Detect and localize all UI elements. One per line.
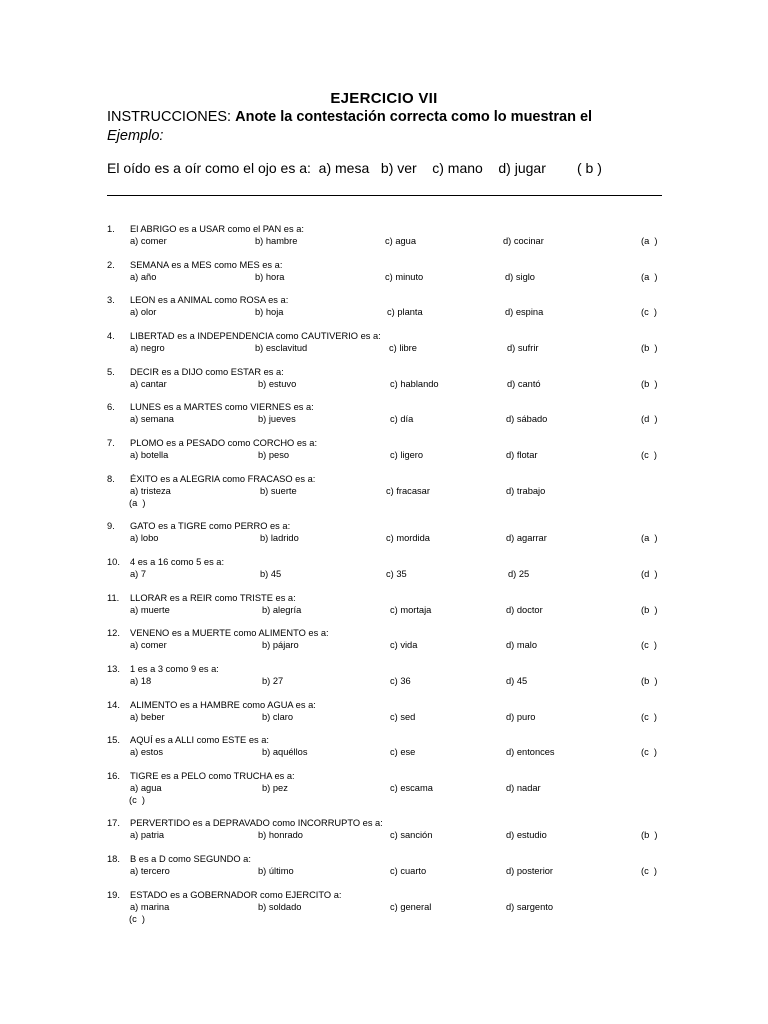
instructions [107, 108, 667, 146]
option-d: d) siglo [505, 272, 535, 282]
option-d: d) sufrir [507, 343, 539, 353]
option-a: a) cantar [130, 379, 167, 389]
question-stem: PERVERTIDO es a DEPRAVADO como INCORRUPTO es a: [130, 818, 383, 828]
option-d: d) trabajo [506, 486, 546, 496]
answer: (c ) [641, 747, 658, 757]
question-stem: ÉXITO es a ALEGRIA como FRACASO es a: [130, 474, 316, 484]
answer: (c ) [129, 914, 146, 924]
option-b: b) hora [255, 272, 285, 282]
option-d: d) 45 [506, 676, 528, 686]
question-number: 13. [107, 664, 120, 674]
answer: (c ) [641, 640, 658, 650]
option-c: c) vida [390, 640, 418, 650]
option-c: c) día [390, 414, 414, 424]
option-d: d) estudio [506, 830, 547, 840]
option-c: c) sanción [390, 830, 433, 840]
question-number: 19. [107, 890, 120, 900]
question-stem: LUNES es a MARTES como VIERNES es a: [130, 402, 314, 412]
question-number: 10. [107, 557, 120, 567]
question-stem: VENENO es a MUERTE como ALIMENTO es a: [130, 628, 329, 638]
option-a: a) año [130, 272, 157, 282]
question-stem: LIBERTAD es a INDEPENDENCIA como CAUTIVERIO es a: [130, 331, 381, 341]
answer: (c ) [129, 795, 146, 805]
question-number: 6. [107, 402, 115, 412]
option-c: c) general [390, 902, 432, 912]
option-a: a) agua [130, 783, 162, 793]
option-a: a) beber [130, 712, 165, 722]
option-a: a) estos [130, 747, 164, 757]
option-b: b) estuvo [258, 379, 297, 389]
question-stem: GATO es a TIGRE como PERRO es a: [130, 521, 291, 531]
question-number: 16. [107, 771, 120, 781]
option-d: d) sábado [506, 414, 548, 424]
option-b: b) jueves [258, 414, 296, 424]
instructions-label: INSTRUCCIONES: [107, 109, 232, 125]
example-heading: Ejemplo: [107, 128, 164, 144]
question-number: 8. [107, 474, 115, 484]
option-b: b) pez [262, 783, 288, 793]
instructions-text: Anote la contestación correcta como lo muestran el [235, 109, 593, 125]
question-stem: PLOMO es a PESADO como CORCHO es a: [130, 438, 318, 448]
option-a: a) olor [130, 307, 157, 317]
option-a: a) patria [130, 830, 165, 840]
option-a: a) 18 [130, 676, 152, 686]
question-stem: DECIR es a DIJO como ESTAR es a: [130, 367, 284, 377]
answer: (b ) [641, 676, 658, 686]
option-c: c) mortaja [390, 605, 432, 615]
option-b: b) ladrido [260, 533, 299, 543]
option-b: b) hoja [255, 307, 284, 317]
answer: (d ) [641, 414, 658, 424]
option-b: b) pájaro [262, 640, 299, 650]
question-number: 9. [107, 521, 115, 531]
option-b: b) aquéllos [262, 747, 308, 757]
option-b: b) hambre [255, 236, 298, 246]
question-number: 15. [107, 735, 120, 745]
option-d: d) entonces [506, 747, 555, 757]
answer: (c ) [641, 866, 658, 876]
question-number: 2. [107, 260, 115, 270]
option-b: b) esclavitud [255, 343, 308, 353]
answer: (c ) [641, 307, 658, 317]
option-a: a) lobo [130, 533, 159, 543]
option-b: b) alegría [262, 605, 302, 615]
answer: (a ) [641, 236, 658, 246]
option-c: c) sed [390, 712, 416, 722]
question-stem: B es a D como SEGUNDO a: [130, 854, 251, 864]
option-c: c) ese [390, 747, 416, 757]
option-c: c) agua [385, 236, 417, 246]
option-c: c) ligero [390, 450, 424, 460]
option-d: d) sargento [506, 902, 554, 912]
answer: (c ) [641, 712, 658, 722]
question-number: 4. [107, 331, 115, 341]
question-stem: TIGRE es a PELO como TRUCHA es a: [130, 771, 295, 781]
option-d: d) espina [505, 307, 544, 317]
question-number: 14. [107, 700, 120, 710]
question-number: 12. [107, 628, 120, 638]
question-number: 11. [107, 593, 120, 603]
question-number: 1. [107, 224, 115, 234]
answer: (c ) [641, 450, 658, 460]
answer: (d ) [641, 569, 658, 579]
option-a: a) comer [130, 640, 167, 650]
example-line: El oído es a oír como el ojo es a: a) mesa b) ver c) mano d) jugar ( b ) [107, 160, 602, 176]
option-d: d) nadar [506, 783, 541, 793]
option-d: d) malo [506, 640, 538, 650]
option-b: b) honrado [258, 830, 303, 840]
answer: (a ) [129, 498, 146, 508]
option-d: d) cantó [507, 379, 541, 389]
answer: (b ) [641, 830, 658, 840]
question-stem: AQUÍ es a ALLI como ESTE es a: [130, 735, 269, 745]
question-number: 3. [107, 295, 115, 305]
question-stem: ESTADO es a GOBERNADOR como EJERCITO a: [130, 890, 342, 900]
option-c: c) mordida [386, 533, 430, 543]
answer: (b ) [641, 343, 658, 353]
option-a: a) semana [130, 414, 174, 424]
option-d: d) posterior [506, 866, 554, 876]
option-a: a) botella [130, 450, 169, 460]
option-b: b) 45 [260, 569, 282, 579]
option-b: b) claro [262, 712, 294, 722]
question-stem: 4 es a 16 como 5 es a: [130, 557, 225, 567]
option-b: b) suerte [260, 486, 297, 496]
option-a: a) tercero [130, 866, 170, 876]
option-c: c) minuto [385, 272, 424, 282]
option-c: c) 35 [386, 569, 407, 579]
answer: (b ) [641, 379, 658, 389]
answer: (a ) [641, 272, 658, 282]
option-b: b) peso [258, 450, 290, 460]
option-a: a) negro [130, 343, 165, 353]
question-stem: SEMANA es a MES como MES es a: [130, 260, 283, 270]
option-c: c) hablando [390, 379, 439, 389]
page-title: EJERCICIO VII [330, 90, 438, 107]
option-c: c) planta [387, 307, 423, 317]
question-stem: El ABRIGO es a USAR como el PAN es a: [130, 224, 304, 234]
question-number: 7. [107, 438, 115, 448]
option-c: c) escama [390, 783, 433, 793]
option-d: d) cocinar [503, 236, 544, 246]
option-c: c) libre [389, 343, 417, 353]
question-number: 5. [107, 367, 115, 377]
option-a: a) muerte [130, 605, 170, 615]
option-d: d) puro [506, 712, 536, 722]
option-d: d) flotar [506, 450, 538, 460]
option-b: b) soldado [258, 902, 302, 912]
option-b: b) último [258, 866, 294, 876]
question-number: 18. [107, 854, 120, 864]
option-c: c) cuarto [390, 866, 427, 876]
answer: (a ) [641, 533, 658, 543]
option-c: c) fracasar [386, 486, 430, 496]
question-number: 17. [107, 818, 120, 828]
option-d: d) 25 [508, 569, 530, 579]
option-a: a) tristeza [130, 486, 171, 496]
option-a: a) 7 [130, 569, 147, 579]
option-d: d) doctor [506, 605, 543, 615]
option-d: d) agarrar [506, 533, 547, 543]
question-stem: 1 es a 3 como 9 es a: [130, 664, 219, 674]
divider [107, 195, 662, 196]
option-a: a) marina [130, 902, 170, 912]
option-b: b) 27 [262, 676, 284, 686]
answer: (b ) [641, 605, 658, 615]
option-c: c) 36 [390, 676, 411, 686]
question-stem: ALIMENTO es a HAMBRE como AGUA es a: [130, 700, 316, 710]
option-a: a) comer [130, 236, 167, 246]
question-stem: LLORAR es a REIR como TRISTE es a: [130, 593, 296, 603]
question-stem: LEON es a ANIMAL como ROSA es a: [130, 295, 289, 305]
